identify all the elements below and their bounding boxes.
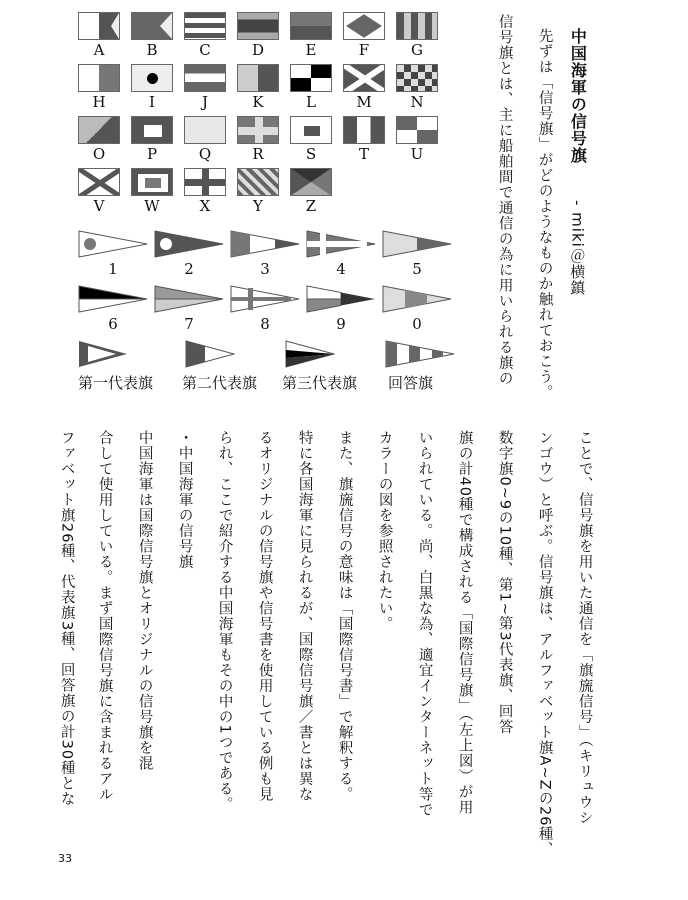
- flag-label: H: [92, 93, 106, 111]
- flag-p: [131, 116, 173, 144]
- flag-label: O: [92, 145, 106, 163]
- text-column: 先ずは「信号旗」がどのようなものか触れておこう。: [536, 28, 553, 400]
- text-column: カラーの図を参照されたい。: [376, 430, 393, 632]
- flag-label: C: [199, 41, 211, 59]
- flag-label: R: [252, 145, 264, 163]
- text-column: られ、ここで紹介する中国海軍もその中の1つである。: [216, 430, 233, 813]
- flag-e: [290, 12, 332, 40]
- flag-z: [290, 168, 332, 196]
- flag-m: [343, 64, 385, 92]
- flag-o: [78, 116, 120, 144]
- pennant-5: [382, 230, 452, 258]
- pennant-8: [230, 285, 300, 313]
- pennant-label: 2: [184, 260, 194, 278]
- flag-label: T: [358, 145, 369, 163]
- flag-label: L: [306, 93, 316, 111]
- text-column: また、旗旒信号の意味は「国際信号書」で解釈する。: [336, 430, 353, 802]
- flag-v: [78, 168, 120, 196]
- pennant-7: [154, 285, 224, 313]
- pennant-label: 5: [412, 260, 422, 278]
- flag-l: [290, 64, 332, 92]
- flag-d: [237, 12, 279, 40]
- flag-label: J: [201, 93, 208, 111]
- pennant-label: 9: [336, 315, 346, 333]
- pennant-label: 8: [260, 315, 270, 333]
- flag-j: [184, 64, 226, 92]
- flag-label: E: [305, 41, 317, 59]
- answer-pennant: [385, 340, 455, 368]
- text-column: いられている。尚、白黒な為、適宜インターネット等で: [416, 430, 433, 818]
- pennant-9: [306, 285, 376, 313]
- article-title: 中国海軍の信号旗: [568, 28, 588, 164]
- text-column: 合して使用している。まず国際信号旗に含まれるアル: [96, 430, 113, 802]
- flag-w: [131, 168, 173, 196]
- text-column: ファベット旗26種、代表旗3種、回答旗の計30種とな: [58, 430, 75, 807]
- flag-label: G: [411, 41, 423, 59]
- flag-caption: 回答旗: [388, 374, 434, 392]
- flag-b: [131, 12, 173, 40]
- flag-x: [184, 168, 226, 196]
- flag-label: M: [356, 93, 372, 111]
- flag-label: Z: [305, 197, 317, 215]
- text-column: ことで、信号旗を用いた通信を「旗旒信号」（キリュウシ: [576, 430, 593, 826]
- pennant-2: [154, 230, 224, 258]
- pennant-label: 3: [260, 260, 270, 278]
- pennant-label: 4: [336, 260, 346, 278]
- flag-label: F: [358, 41, 370, 59]
- text-column: ・中国海軍の信号旗: [176, 430, 193, 570]
- flag-label: N: [410, 93, 424, 111]
- flag-caption: 第二代表旗: [182, 374, 258, 392]
- flag-label: Q: [198, 145, 212, 163]
- flag-y: [237, 168, 279, 196]
- flag-h: [78, 64, 120, 92]
- pennant-3: [230, 230, 300, 258]
- pennant-label: 7: [184, 315, 194, 333]
- flag-label: W: [144, 197, 160, 215]
- flag-c: [184, 12, 226, 40]
- flag-label: I: [149, 93, 155, 111]
- pennant-label: 0: [412, 315, 422, 333]
- flag-i: [131, 64, 173, 92]
- flag-label: A: [93, 41, 105, 59]
- pennant-4: [306, 230, 376, 258]
- flag-label: S: [305, 145, 317, 163]
- text-column: 特に各国海軍に見られるが、国際信号旗／書とは異な: [296, 430, 313, 802]
- flag-caption: 第三代表旗: [282, 374, 358, 392]
- text-column: 旗の計40種で構成される「国際信号旗」（左上図）が用: [456, 430, 473, 816]
- flag-caption: 第一代表旗: [78, 374, 154, 392]
- substitute-pennant: [78, 340, 128, 368]
- pennant-6: [78, 285, 148, 313]
- text-column: ンゴウ）と呼ぶ。信号旗は、アルファベット旗A~Zの26種、: [536, 430, 553, 858]
- flag-u: [396, 116, 438, 144]
- flag-label: D: [251, 41, 265, 59]
- article-author: - miki＠横鎮: [568, 200, 587, 296]
- flag-label: U: [410, 145, 424, 163]
- flag-f: [343, 12, 385, 40]
- text-column: 数字旗0~9の10種、第1~第3代表旗、回答: [496, 430, 513, 735]
- flag-g: [396, 12, 438, 40]
- flag-s: [290, 116, 332, 144]
- flag-a: [78, 12, 120, 40]
- flag-t: [343, 116, 385, 144]
- flag-label: Y: [253, 197, 263, 215]
- flag-label: P: [146, 145, 158, 163]
- flag-n: [396, 64, 438, 92]
- signal-flags-figure: [70, 10, 460, 400]
- flag-q: [184, 116, 226, 144]
- flag-label: K: [252, 93, 264, 111]
- pennant-label: 1: [108, 260, 118, 278]
- substitute-pennant: [285, 340, 335, 368]
- substitute-pennant: [185, 340, 235, 368]
- text-column: 信号旗とは、主に船舶間で通信の為に用いられる旗の: [496, 14, 513, 386]
- text-column: るオリジナルの信号旗や信号書を使用している例も見: [256, 430, 273, 802]
- flag-label: X: [199, 197, 211, 215]
- pennant-1: [78, 230, 148, 258]
- flag-k: [237, 64, 279, 92]
- pennant-0: [382, 285, 452, 313]
- text-column: 中国海軍は国際信号旗とオリジナルの信号旗を混: [136, 430, 153, 771]
- page-number: 33: [58, 852, 72, 865]
- flag-label: V: [93, 197, 105, 215]
- pennant-label: 6: [108, 315, 118, 333]
- flag-r: [237, 116, 279, 144]
- flag-label: B: [146, 41, 158, 59]
